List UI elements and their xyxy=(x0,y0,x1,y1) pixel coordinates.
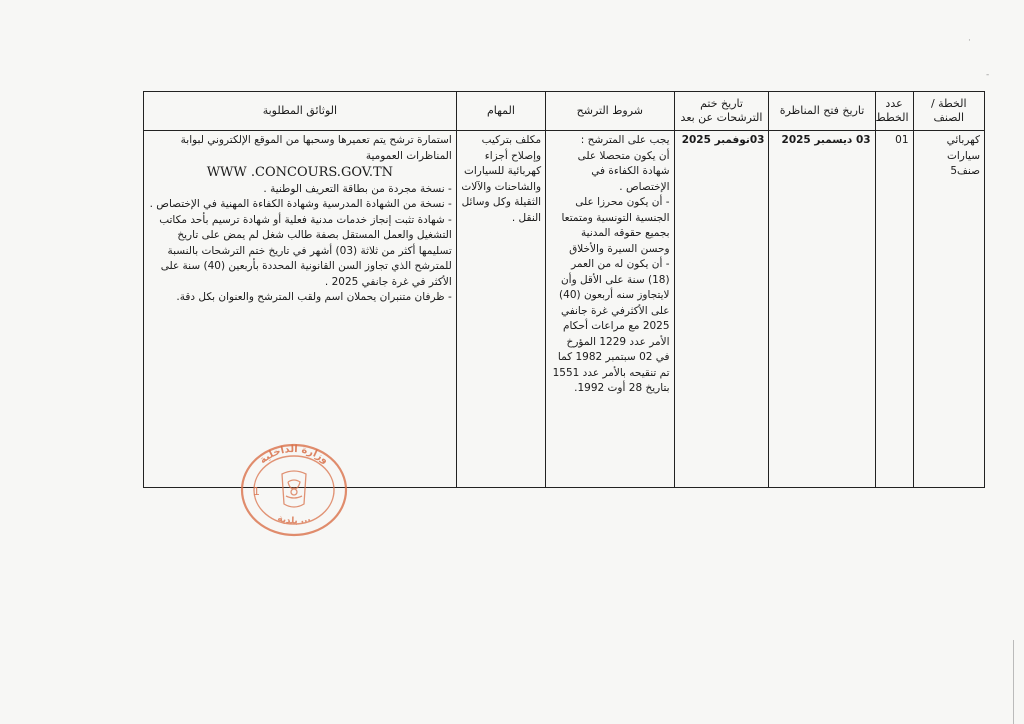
cell-tasks: مكلف بتركيب وإصلاح أجزاء كهربائية للسيارات والشاحنات والآلات الثقيلة وكل وسائل النقل . xyxy=(456,131,545,488)
document-item: - ظرفان متنبران يحملان اسم ولقب المترشح والعنوان بكل دقة. xyxy=(176,291,452,303)
condition-line: يجب على المترشح : xyxy=(580,134,670,146)
cell-closing-date: 03نوفمبر 2025 xyxy=(674,131,769,488)
cell-classification: كهربائي سيارات صنف5 xyxy=(913,131,984,488)
recruitment-table xyxy=(143,91,985,488)
scan-mark: · xyxy=(968,36,971,46)
svg-text:بلدية ... xyxy=(276,514,312,527)
header-documents: الوثائق المطلوبة xyxy=(144,92,457,131)
header-closing-date: تاريخ ختم الترشحات عن بعد xyxy=(674,92,769,131)
scan-edge-line xyxy=(1013,640,1014,724)
table-row xyxy=(144,131,985,488)
documents-intro: استمارة ترشح يتم تعميرها وسحبها من الموقع الإلكتروني لبوابة المناظرات العمومية xyxy=(180,134,452,162)
header-conditions: شروط الترشح xyxy=(546,92,674,131)
portal-url[interactable]: WWW .CONCOURS.GOV.TN xyxy=(206,165,394,180)
document-item: - نسخة مجردة من بطاقة التعريف الوطنية . xyxy=(263,182,452,195)
table-header-row xyxy=(144,92,985,131)
cell-conditions xyxy=(546,131,674,488)
header-tasks: المهام xyxy=(456,92,545,131)
official-stamp-icon xyxy=(236,438,352,538)
scan-mark: - xyxy=(986,70,990,80)
condition-line: - أن يكون محرزا على الجنسية التونسية ومتمتعا بجميع حقوقه المدنية وحسن السيرة والأخلاق xyxy=(561,196,670,255)
stamp-top-text: وزارة الداخلية xyxy=(257,443,331,467)
stamp-number: 1 xyxy=(253,485,260,498)
cell-opening-date: 03 ديسمبر 2025 xyxy=(769,131,875,488)
cell-count: 01 xyxy=(875,131,913,488)
stamp-bottom-text: بلدية ... xyxy=(276,513,312,527)
condition-line: - أن يكون له من العمر (18) سنة على الأقل وأن لايتجاوز سنه أربعون (40) على الأكثرفي غرة جانفي 2025 مع مراعات أحكام الأمر عدد 1229 المؤرخ في 02 سبتمبر 1982 كما تم تنقيحه بالأمر عدد 1551 بتاريخ 28 أوت 1992. xyxy=(552,258,670,394)
document-item: - شهادة تثبت إنجاز خدمات مدنية فعلية أو شهادة ترسيم بأحد مكاتب التشغيل والعمل المستقل بصفة طالب شغل لم يمض على تاريخ تسليمها أكثر من ثلاثة (03) أشهر في تاريخ ختم الترشحات بالنسبة للمترشح الذي تجاوز السن القانونية المحددة بأربعين (40) سنة على الأكثر في غرة جانفي 2025 . xyxy=(159,213,452,288)
document-item: - نسخة من الشهادة المدرسية وشهادة الكفاءة المهنية في الإختصاص . xyxy=(149,198,452,210)
condition-line: أن يكون متحصلا على شهادة الكفاءة في الإختصاص . xyxy=(577,149,670,193)
svg-text:وزارة الداخلية xyxy=(258,444,331,466)
header-classification: الخطة / الصنف xyxy=(913,92,984,131)
cell-documents xyxy=(144,131,457,488)
header-count: عدد الخطط xyxy=(875,92,913,131)
header-opening-date: تاريخ فتح المناظرة xyxy=(769,92,875,131)
